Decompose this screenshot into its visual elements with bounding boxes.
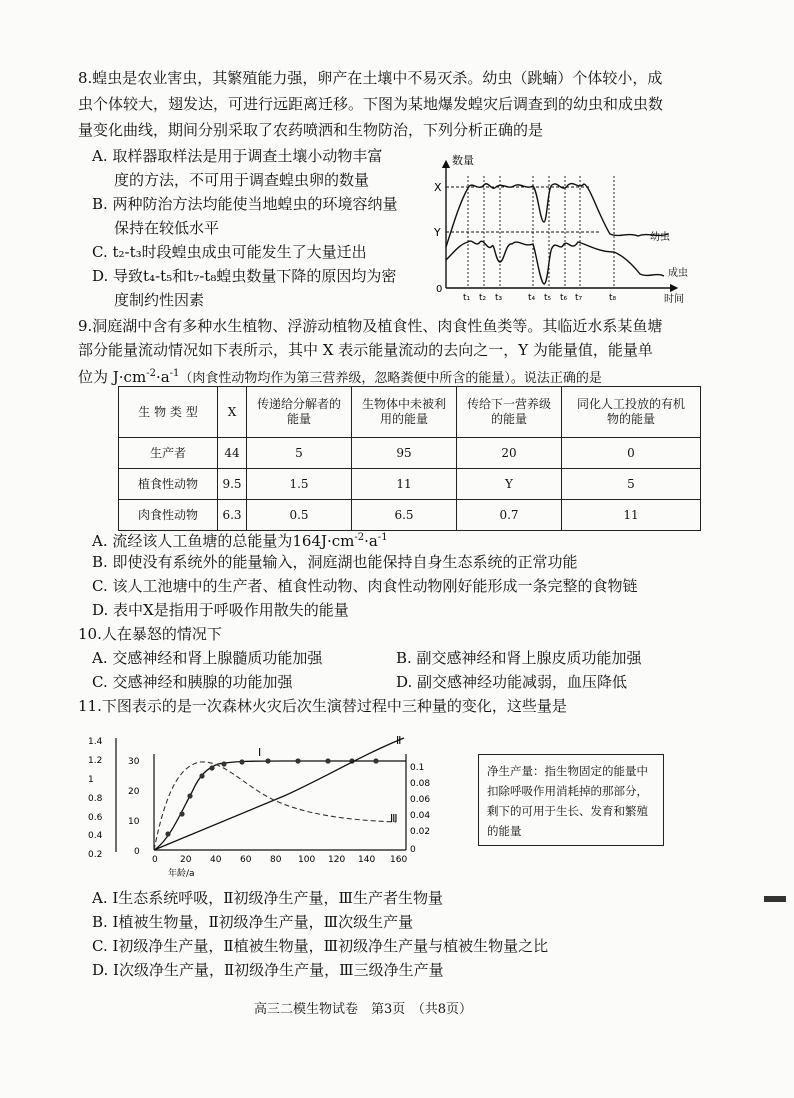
q8-option-d-cont: 度制约性因素 bbox=[114, 291, 205, 309]
q9-option-b: B. 即使没有系统外的能量输入，洞庭湖也能保持自身生态系统的正常功能 bbox=[92, 553, 578, 571]
q11-option-d: D. Ⅰ次级净生产量，Ⅱ初级净生产量，Ⅲ三级净生产量 bbox=[92, 961, 444, 979]
q8-ylabel: 数量 bbox=[452, 154, 474, 167]
q10-stem: 10.人在暴怒的情况下 bbox=[78, 625, 222, 643]
q10-option-c: C. 交感神经和胰腺的功能加强 bbox=[92, 673, 293, 691]
q11-option-b: B. Ⅰ植被生物量，Ⅱ初级净生产量，Ⅲ次级生产量 bbox=[92, 913, 414, 931]
q9-option-d: D. 表中X是指用于呼吸作用散失的能量 bbox=[92, 601, 349, 619]
q8-t8: t₈ bbox=[609, 293, 617, 303]
q8-option-c: C. t₂-t₃时段蝗虫成虫可能发生了大量迁出 bbox=[92, 243, 367, 261]
svg-text:0.02: 0.02 bbox=[410, 827, 431, 837]
table-row bbox=[119, 500, 701, 531]
table-cell: 44 bbox=[218, 438, 247, 469]
table-row bbox=[119, 469, 701, 500]
svg-text:1.4: 1.4 bbox=[88, 737, 103, 747]
q8-option-a: A. 取样器取样法是用于调查土壤小动物丰富 bbox=[92, 147, 383, 165]
svg-text:0.4: 0.4 bbox=[88, 831, 103, 841]
svg-text:0.08: 0.08 bbox=[410, 779, 431, 789]
q11-curve-i bbox=[154, 761, 406, 850]
binding-edge-mark bbox=[764, 896, 786, 902]
svg-text:80: 80 bbox=[270, 855, 282, 865]
q8-option-b-cont: 保持在较低水平 bbox=[114, 219, 220, 237]
th-organism-type: 生 物 类 型 bbox=[119, 387, 218, 438]
q11-definition-box: 净生产量：指生物固定的能量中扣除呼吸作用消耗掉的那部分，剩下的可用于生长、发育和繁殖的能量 bbox=[478, 754, 664, 846]
table-cell: 95 bbox=[352, 438, 457, 469]
table-cell: 9.5 bbox=[218, 469, 247, 500]
svg-text:1.2: 1.2 bbox=[88, 756, 103, 766]
svg-text:40: 40 bbox=[210, 855, 222, 865]
table-cell: 5 bbox=[247, 438, 352, 469]
svg-text:30: 30 bbox=[128, 757, 140, 767]
q8-stem-line2: 虫个体较大，翅发达，可进行远距离迁移。下图为某地爆发蝗灾后调查到的幼虫和成虫数 bbox=[78, 95, 664, 113]
svg-text:0.2: 0.2 bbox=[88, 850, 103, 860]
table-cell: 0 bbox=[562, 438, 701, 469]
q8-xlabel: 时间 bbox=[664, 294, 684, 305]
svg-text:1: 1 bbox=[88, 775, 94, 785]
q8-t1: t₁ bbox=[463, 293, 471, 303]
svg-text:160: 160 bbox=[390, 855, 408, 865]
table-cell: 20 bbox=[457, 438, 562, 469]
svg-text:0: 0 bbox=[410, 845, 416, 855]
svg-text:0.04: 0.04 bbox=[410, 811, 431, 821]
q10-option-d: D. 副交感神经功能减弱，血压降低 bbox=[396, 673, 628, 691]
q9-option-a: A. 流经该人工鱼塘的总能量为$164J\cdot cm^{-2}\cdot a^{-1}$ bbox=[92, 532, 388, 550]
q8-locust-figure bbox=[428, 152, 696, 308]
q11-option-c: C. Ⅰ初级净生产量，Ⅱ植被生物量，Ⅲ初级净生产量与植被生物量之比 bbox=[92, 937, 549, 955]
q8-t6: t₆ bbox=[560, 293, 568, 303]
svg-text:0: 0 bbox=[152, 855, 158, 865]
svg-text:10: 10 bbox=[128, 817, 140, 827]
q8-t3: t₃ bbox=[495, 293, 503, 303]
table-header-row bbox=[119, 387, 701, 438]
q10-option-b: B. 副交感神经和肾上腺皮质功能加强 bbox=[396, 649, 642, 667]
table-cell: 5 bbox=[562, 469, 701, 500]
q11-x-ticks bbox=[152, 855, 407, 865]
page-footer: 高三二模生物试卷 第3页 （共8页） bbox=[254, 1002, 473, 1017]
svg-text:0.1: 0.1 bbox=[410, 763, 425, 773]
svg-text:0: 0 bbox=[134, 847, 140, 857]
table-cell: 生产者 bbox=[119, 438, 218, 469]
q9-stem-line1: 9.洞庭湖中含有多种水生植物、浮游动植物及植食性、肉食性鱼类等。其临近水系某鱼塘 bbox=[78, 317, 663, 335]
q8-stem-line1: 8.蝗虫是农业害虫，其繁殖能力强，卵产在土壤中不易灭杀。幼虫（跳蝻）个体较小，成 bbox=[78, 69, 663, 87]
q11-curve-i-dots bbox=[165, 758, 378, 836]
q8-option-b: B. 两种防治方法均能使当地蝗虫的环境容纳量 bbox=[92, 195, 398, 213]
q9-stem-line2: 部分能量流动情况如下表所示，其中 X 表示能量流动的去向之一，Y 为能量值，能量单 bbox=[78, 341, 653, 359]
th-to-decomposers: 传递给分解者的能量 bbox=[247, 387, 352, 438]
q8-option-d: D. 导致t₄-t₅和t₇-t₈蝗虫数量下降的原因均为密 bbox=[92, 267, 397, 285]
q8-adult-curve bbox=[446, 241, 664, 284]
q9-stem-line3: 位为 $J\cdot cm^{-2}\cdot a^{-1}$（肉食性动物均作为第三营养级，忽略粪便中所含的能量）。说法正确的是 bbox=[78, 368, 602, 386]
th-artificial-input: 同化人工投放的有机物的能量 bbox=[562, 387, 701, 438]
svg-text:0.8: 0.8 bbox=[88, 794, 103, 804]
q8-option-a-cont: 度的方法，不可用于调查蝗虫卵的数量 bbox=[114, 171, 370, 189]
table-cell: 肉食性动物 bbox=[119, 500, 218, 531]
th-x: X bbox=[218, 387, 247, 438]
table-cell: 0.7 bbox=[457, 500, 562, 531]
q11-curve-iii bbox=[154, 762, 396, 850]
svg-text:0.06: 0.06 bbox=[410, 795, 431, 805]
q8-t4: t₄ bbox=[528, 293, 536, 303]
q9-option-c: C. 该人工池塘中的生产者、植食性动物、肉食性动物刚好能形成一条完整的食物链 bbox=[92, 577, 638, 595]
svg-text:140: 140 bbox=[358, 855, 376, 865]
q8-mark-y: Y bbox=[434, 226, 441, 239]
q11-label-ii: Ⅱ bbox=[396, 734, 402, 747]
th-unused: 生物体中未被利用的能量 bbox=[352, 387, 457, 438]
th-to-next-level: 传给下一营养级的能量 bbox=[457, 387, 562, 438]
table-cell: 6.3 bbox=[218, 500, 247, 531]
svg-text:20: 20 bbox=[128, 787, 140, 797]
table-cell: Y bbox=[457, 469, 562, 500]
svg-text:20: 20 bbox=[180, 855, 192, 865]
q11-y-left-outer bbox=[88, 737, 103, 860]
q11-y-left-inner bbox=[128, 757, 140, 857]
q8-t5: t₅ bbox=[544, 293, 552, 303]
table-cell: 11 bbox=[562, 500, 701, 531]
table-cell: 1.5 bbox=[247, 469, 352, 500]
q8-t2: t₂ bbox=[479, 293, 487, 303]
q11-stem: 11.下图表示的是一次森林火灾后次生演替过程中三种量的变化，这些量是 bbox=[78, 697, 567, 715]
svg-text:120: 120 bbox=[328, 855, 346, 865]
svg-text:60: 60 bbox=[240, 855, 252, 865]
q10-option-a: A. 交感神经和肾上腺髓质功能加强 bbox=[92, 649, 323, 667]
table-row bbox=[119, 438, 701, 469]
q8-label-nymph: 幼虫 bbox=[650, 232, 670, 243]
q11-y-right bbox=[410, 763, 430, 855]
svg-text:100: 100 bbox=[298, 855, 316, 865]
q11-label-i: Ⅰ bbox=[258, 746, 262, 759]
q8-stem-line3: 量变化曲线，期间分别采取了农药喷洒和生物防治，下列分析正确的是 bbox=[78, 121, 544, 139]
q8-label-adult: 成虫 bbox=[668, 268, 688, 279]
table-cell: 0.5 bbox=[247, 500, 352, 531]
q11-xlabel: 年龄/a bbox=[168, 869, 195, 879]
q11-label-iii: Ⅲ bbox=[390, 812, 398, 825]
q8-nymph-curve bbox=[446, 184, 668, 247]
q8-mark-x: X bbox=[434, 181, 442, 194]
q8-origin: 0 bbox=[436, 284, 443, 295]
svg-text:0.6: 0.6 bbox=[88, 813, 103, 823]
q9-energy-table bbox=[118, 386, 701, 531]
q11-succession-figure bbox=[84, 730, 458, 882]
q8-t7: t₇ bbox=[575, 293, 583, 303]
table-cell: 11 bbox=[352, 469, 457, 500]
table-cell: 6.5 bbox=[352, 500, 457, 531]
table-cell: 植食性动物 bbox=[119, 469, 218, 500]
q11-option-a: A. Ⅰ生态系统呼吸，Ⅱ初级净生产量，Ⅲ生产者生物量 bbox=[92, 889, 443, 907]
